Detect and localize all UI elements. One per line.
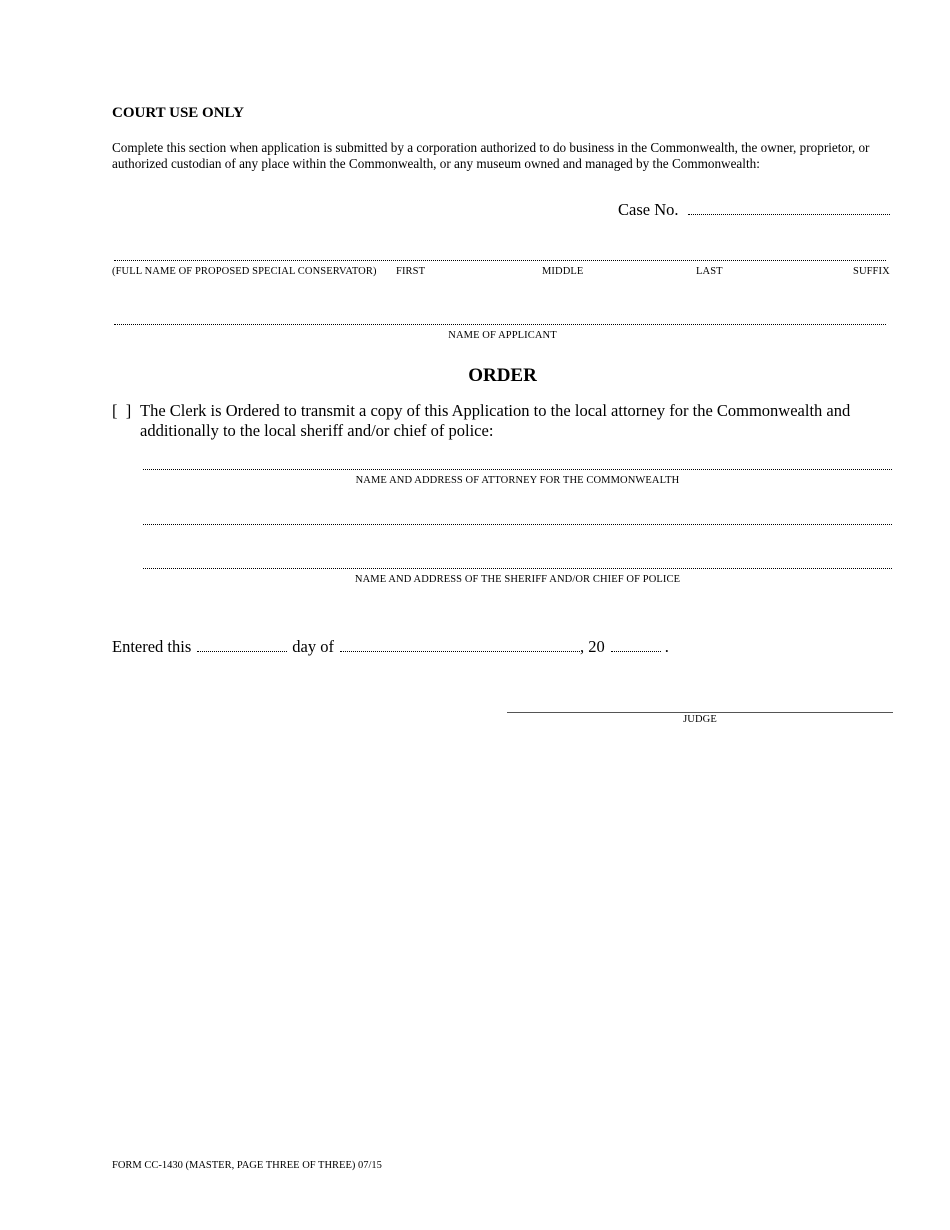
order-checkbox[interactable]: [ ] xyxy=(112,401,132,420)
suffix-label: SUFFIX xyxy=(853,266,890,277)
instruction-text: Complete this section when application is submitted by a corporation authorized to do business in the Commonwealth, the owner, proprietor, or authorized custodian of any place within the Commonwealth, or any museum owned and managed by the Commonwealth: xyxy=(112,140,870,171)
year-prefix: , 20 xyxy=(579,637,605,656)
entered-prefix: Entered this xyxy=(112,637,192,656)
section-heading: COURT USE ONLY xyxy=(112,105,245,121)
entered-year-field[interactable] xyxy=(611,651,661,652)
judge-label: JUDGE xyxy=(683,714,717,725)
conservator-name-field[interactable] xyxy=(114,260,886,261)
first-name-label: FIRST xyxy=(396,266,426,277)
order-text: The Clerk is Ordered to transmit a copy of this Application to the local attorney for the Commonwealth and additionally to the local sheriff and/or chief of police: xyxy=(140,401,851,440)
entered-month-field[interactable] xyxy=(340,651,580,652)
case-number-label: Case No. xyxy=(618,200,679,219)
attorney-field[interactable] xyxy=(143,469,892,470)
entered-line xyxy=(112,637,669,657)
entered-suffix: . xyxy=(664,637,669,656)
entered-day-field[interactable] xyxy=(197,651,287,652)
applicant-name-label: NAME OF APPLICANT xyxy=(448,330,557,341)
sheriff-field-line-1[interactable] xyxy=(143,524,892,525)
case-number-field[interactable] xyxy=(688,214,890,215)
conservator-name-label: (FULL NAME OF PROPOSED SPECIAL CONSERVATOR) xyxy=(112,266,377,277)
attorney-label: NAME AND ADDRESS OF ATTORNEY FOR THE COMMONWEALTH xyxy=(355,475,680,486)
day-of-label: day of xyxy=(292,637,334,656)
sheriff-field-line-2[interactable] xyxy=(143,568,892,569)
middle-name-label: MIDDLE xyxy=(542,266,584,277)
applicant-name-field[interactable] xyxy=(114,324,886,325)
order-title: ORDER xyxy=(468,365,537,386)
last-name-label: LAST xyxy=(696,266,723,277)
sheriff-label: NAME AND ADDRESS OF THE SHERIFF AND/OR CHIEF OF POLICE xyxy=(354,574,681,585)
judge-signature-line[interactable] xyxy=(507,712,893,713)
form-footer: FORM CC-1430 (MASTER, PAGE THREE OF THREE) 07/15 xyxy=(112,1160,382,1171)
